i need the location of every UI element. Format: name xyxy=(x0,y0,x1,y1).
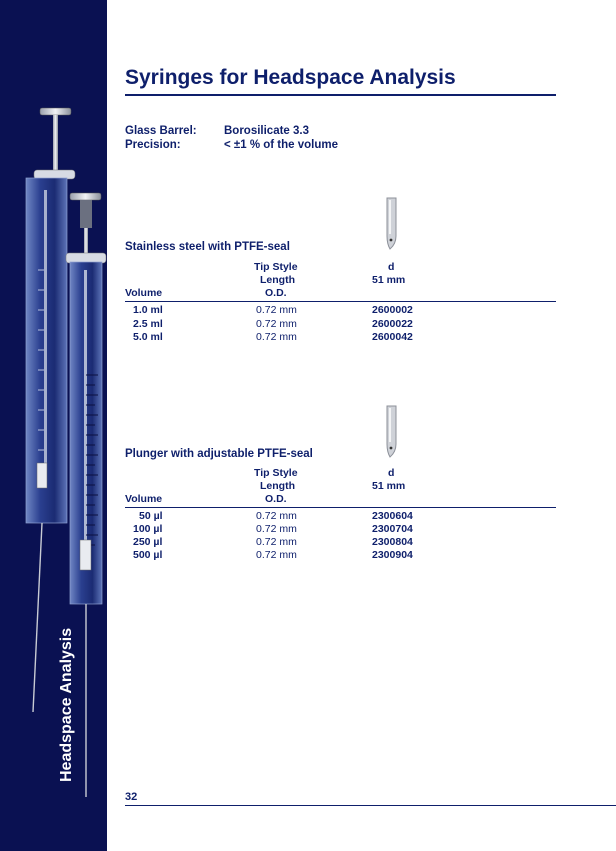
spec-label-precision: Precision: xyxy=(125,139,181,151)
row-od: 0.72 mm xyxy=(256,549,297,561)
header-volume: Volume xyxy=(125,287,163,299)
header-od: O.D. xyxy=(265,493,287,505)
table-rule xyxy=(125,507,556,508)
row-code: 2300904 xyxy=(372,549,413,561)
row-code: 2600002 xyxy=(372,304,413,316)
header-tip-style: Tip Style xyxy=(254,467,298,479)
section-title: Stainless steel with PTFE-seal xyxy=(125,241,290,253)
row-od: 0.72 mm xyxy=(256,523,297,535)
header-d-length: 51 mm xyxy=(372,274,406,286)
header-od: O.D. xyxy=(265,287,287,299)
page-number: 32 xyxy=(125,791,138,803)
needle-tip-icon xyxy=(384,404,400,460)
row-od: 0.72 mm xyxy=(256,510,297,522)
spec-value-precision: < ±1 % of the volume xyxy=(224,139,338,151)
row-code: 2300704 xyxy=(372,523,413,535)
row-volume: 5.0 ml xyxy=(133,331,163,343)
sidebar-title: Headspace Analysis xyxy=(58,627,75,782)
row-od: 0.72 mm xyxy=(256,318,297,330)
row-code: 2300604 xyxy=(372,510,413,522)
section-title: Plunger with adjustable PTFE-seal xyxy=(125,448,313,460)
row-volume: 2.5 ml xyxy=(133,318,163,330)
page-title: Syringes for Headspace Analysis xyxy=(125,66,456,89)
row-volume: 250 µl xyxy=(133,536,163,548)
row-od: 0.72 mm xyxy=(256,536,297,548)
syringe-illustration xyxy=(0,0,110,851)
spec-value-barrel: Borosilicate 3.3 xyxy=(224,125,310,137)
needle-tip-icon xyxy=(384,196,400,252)
title-rule xyxy=(125,94,556,96)
header-tip-style: Tip Style xyxy=(254,261,298,273)
row-volume: 50 µl xyxy=(139,510,163,522)
header-d: d xyxy=(388,467,395,479)
header-volume: Volume xyxy=(125,493,163,505)
row-code: 2600042 xyxy=(372,331,413,343)
table-rule xyxy=(125,301,556,302)
row-volume: 1.0 ml xyxy=(133,304,163,316)
row-code: 2600022 xyxy=(372,318,413,330)
spec-label-barrel: Glass Barrel: xyxy=(125,125,197,137)
header-d: d xyxy=(388,261,395,273)
row-od: 0.72 mm xyxy=(256,331,297,343)
row-volume: 100 µl xyxy=(133,523,163,535)
row-code: 2300804 xyxy=(372,536,413,548)
header-length: Length xyxy=(260,480,295,492)
row-volume: 500 µl xyxy=(133,549,163,561)
footer-rule xyxy=(125,805,616,806)
row-od: 0.72 mm xyxy=(256,304,297,316)
header-d-length: 51 mm xyxy=(372,480,406,492)
header-length: Length xyxy=(260,274,295,286)
